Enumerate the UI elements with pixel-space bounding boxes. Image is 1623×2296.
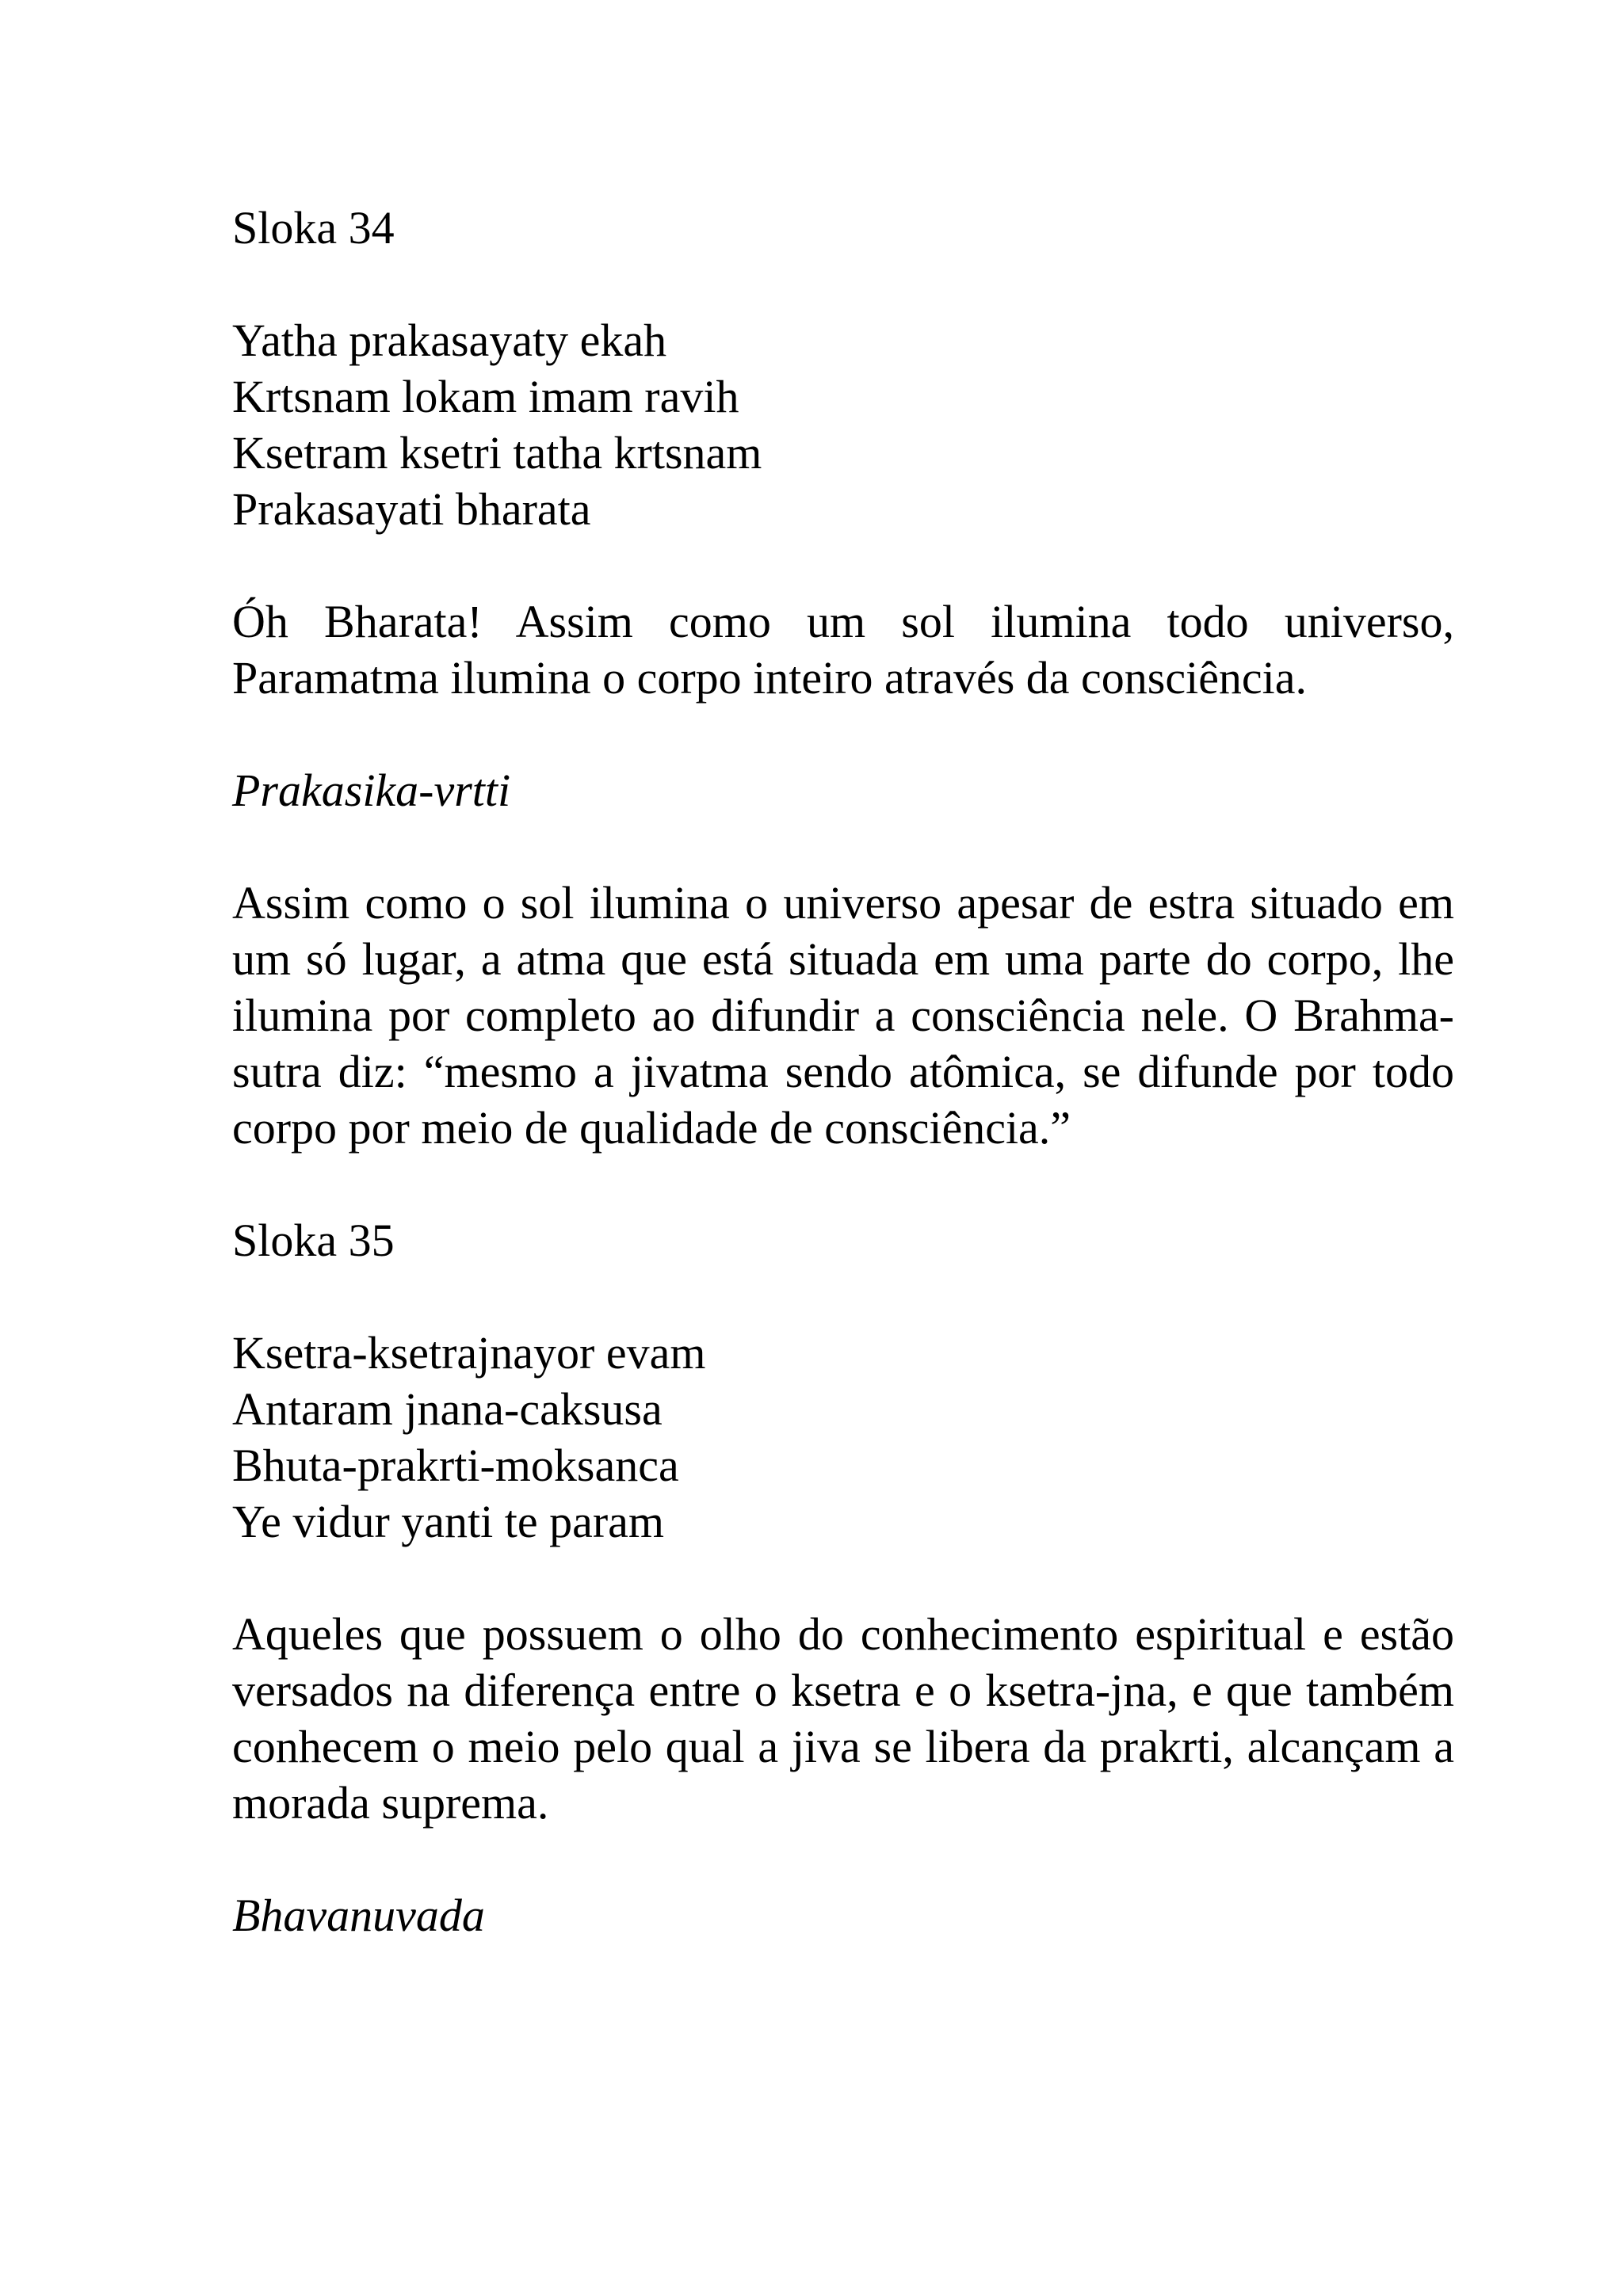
verse-line: Ksetram ksetri tatha krtsnam xyxy=(232,427,762,479)
sloka-35-translation: Aqueles que possuem o olho do conhecimento espiritual e estão versados na diferença entre o ksetra e o ksetra-jna, e que também conhecem o meio pelo qual a jiva se libera da prakrti, alcançam a morada suprema. xyxy=(232,1608,1454,1829)
verse-line: Antaram jnana-caksusa xyxy=(232,1383,663,1435)
verse-line: Ye vidur yanti te param xyxy=(232,1496,664,1547)
sloka-34-translation: Óh Bharata! Assim como um sol ilumina todo universo, Paramatma ilumina o corpo inteiro através da consciência. xyxy=(232,596,1454,704)
sloka-34-heading: Sloka 34 xyxy=(232,202,395,254)
sloka-34-commentary-title: Prakasika-vrtti xyxy=(232,765,511,816)
verse-line: Bhuta-prakrti-moksanca xyxy=(232,1440,679,1491)
spacer xyxy=(232,256,1454,312)
sloka-35-commentary-title: Bhavanuvada xyxy=(232,1890,485,1941)
spacer xyxy=(232,537,1454,593)
verse-line: Krtsnam lokam imam ravih xyxy=(232,371,739,422)
spacer xyxy=(232,1550,1454,1606)
spacer xyxy=(232,1268,1454,1325)
verse-line: Prakasayati bharata xyxy=(232,483,591,535)
verse-line: Ksetra-ksetrajnayor evam xyxy=(232,1327,706,1379)
spacer xyxy=(232,1156,1454,1212)
verse-line: Yatha prakasayaty ekah xyxy=(232,315,667,366)
sloka-34-commentary: Assim como o sol ilumina o universo apesar de estra situado em um só lugar, a atma que está situada em uma parte do corpo, lhe ilumina por completo ao difundir a consciência nele. O Brahma-sutra diz: “mesmo a jivatma sendo atômica, se difunde por todo corpo por meio de qualidade de consciência.” xyxy=(232,877,1454,1154)
sloka-35-verse xyxy=(232,1325,1454,1550)
spacer xyxy=(232,818,1454,875)
document-page xyxy=(232,200,1454,1943)
sloka-34-verse xyxy=(232,312,1454,537)
spacer xyxy=(232,706,1454,762)
sloka-35-heading: Sloka 35 xyxy=(232,1215,395,1266)
spacer xyxy=(232,1831,1454,1887)
